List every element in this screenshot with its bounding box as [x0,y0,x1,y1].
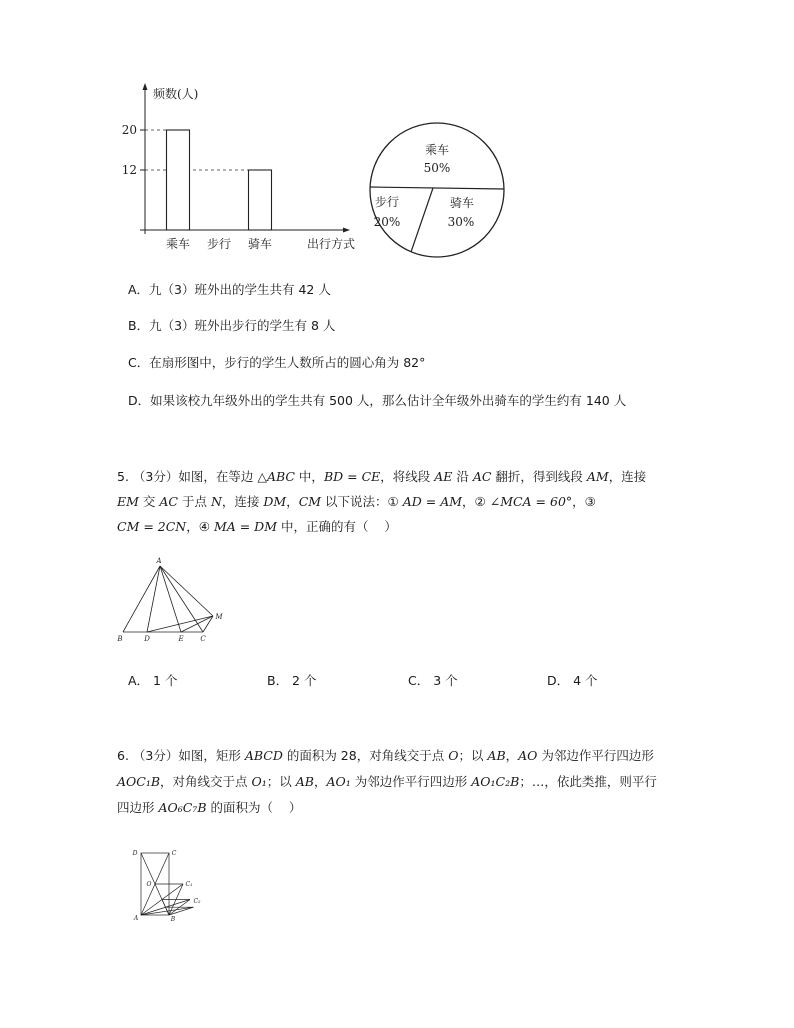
q5-option-c: C． 3 个 [408,673,458,688]
y-ticks [122,123,145,177]
text-segment: ， [286,494,299,509]
text-segment: 以下说法：① [321,494,403,509]
segment-ad [147,566,160,632]
point-label-m: M [215,613,223,621]
text-segment: 中， [294,469,324,484]
point-label-c1: C₁ [185,881,193,888]
q4-option-d: D．如果该校九年级外出的学生共有 500 人，那么估计全年级外出骑车的学生约有 140 人 [128,393,627,408]
text-segment: 的面积为（ ） [206,800,302,815]
math-expression: EM [117,494,139,509]
bar [249,170,272,230]
x-category-label: 步行 [206,237,232,251]
math-expression: BD = CE [323,469,381,484]
math-expression: AO [518,748,538,763]
q5-line-2 [117,493,596,511]
bar-guide-lines [145,130,249,170]
math-expression: O₁ [251,774,267,789]
math-expression: AM [586,469,609,484]
math-expression: AB [487,748,506,763]
text-segment: ，对角线交于点 [160,774,252,789]
text-segment: ，将线段 [380,469,435,484]
q6-line-1 [117,747,654,765]
q5-line-1 [117,468,646,486]
pie-divider-horizontal [370,187,504,189]
q6-line-3 [117,799,301,817]
text-segment: 沿 [452,469,473,484]
text-segment: 于点 [177,494,211,509]
bar [167,130,190,230]
math-expression: N [210,494,222,509]
q5-option-d: D． 4 个 [547,673,598,688]
text-segment: ，④ [186,519,214,534]
math-expression: O [448,748,459,763]
q5-line-3 [117,518,397,536]
text-segment: ， [314,774,327,789]
text-segment: 翻折，得到线段 [491,469,587,484]
text-segment: ，③ [572,494,596,509]
q4-option-a: A．九（3）班外出的学生共有 42 人 [128,282,331,297]
bar-series [167,130,272,230]
point-label-c: C [200,635,206,643]
pie-slice-value-walk: 20% [373,215,401,229]
math-expression: AO₁ [326,774,351,789]
x-axis-label: 出行方式 [306,237,356,251]
point-label-b: B [170,916,176,923]
text-segment: ；以 [266,774,296,789]
q4-option-b: B．九（3）班外出步行的学生有 8 人 [128,318,336,333]
math-expression: AB [295,774,314,789]
math-expression: AO₆C₇B [158,800,207,815]
text-segment: 四边形 [117,800,159,815]
segment-c3-b [169,907,194,915]
point-label-b: B [117,635,123,643]
math-expression: ∠MCA = 60° [489,494,573,509]
math-expression: AC [472,469,492,484]
q6-line-2 [117,773,657,791]
pie-slice-label-ride: 乘车 [424,143,450,157]
text-segment: 6. （3分）如图，矩形 [117,748,245,763]
math-expression: AOC₁B [117,774,161,789]
y-axis-arrow-icon [143,83,148,90]
q5-option-a: A． 1 个 [128,673,178,688]
point-label-a: A [133,915,139,922]
math-expression: AE [434,469,453,484]
math-expression: DM [263,494,287,509]
math-expression: △ABC [257,469,295,484]
segment-ac [160,566,203,632]
y-axis-label: 频数(人) [153,87,199,101]
pie-slice-label-bike: 骑车 [449,196,475,210]
text-segment: 中，正确的有（ ） [277,519,397,534]
math-expression: CM [298,494,322,509]
text-segment: 为邻边作平行四边形 [350,774,472,789]
math-expression: MA = DM [213,519,278,534]
text-segment: 为邻边作平行四边形 [537,748,654,763]
math-expression: AO₁C₂B [471,774,520,789]
q5-triangle-figure [115,555,230,650]
pie-slice-value-ride: 50% [423,161,451,175]
text-segment: ，② [462,494,490,509]
point-label-e: E [178,635,184,643]
x-category-labels [166,236,272,251]
pie-slice-value-bike: 30% [447,215,475,229]
point-label-a: A [156,557,162,565]
text-segment: 交 [138,494,160,509]
pie-chart [365,118,510,263]
math-expression: AC [159,494,178,509]
segment-ab [123,566,160,632]
math-expression: CM = 2CN [117,519,187,534]
math-expression: ABCD [244,748,283,763]
q4-option-c: C．在扇形图中，步行的学生人数所占的圆心角为 82° [128,355,426,370]
x-category-label: 骑车 [247,237,273,251]
point-label-d: D [132,850,138,857]
pie-divider-lower [411,188,433,252]
q6-rectangle-figure [128,845,213,925]
point-label-c2: C₂ [193,898,201,905]
point-label-d: D [144,635,150,643]
y-tick-label: 20 [121,123,137,137]
x-axis-arrow-icon [343,228,350,233]
text-segment: 的面积为 28，对角线交于点 [282,748,449,763]
text-segment: ；…，依此类推，则平行 [519,774,657,789]
diagonal-a-c3 [141,907,194,915]
y-tick-label: 12 [121,163,137,177]
point-label-o: O [146,881,152,888]
math-expression: AD = AM [402,494,463,509]
text-segment: ，连接 [608,469,647,484]
pie-slice-label-walk: 步行 [374,195,400,209]
bar-chart [118,78,368,258]
point-label-c: C [171,850,177,857]
text-segment: ；以 [458,748,488,763]
text-segment: ，连接 [221,494,264,509]
text-segment: ， [505,748,519,763]
text-segment: 5. （3分）如图，在等边 [117,469,258,484]
x-category-label: 乘车 [165,237,191,251]
q5-option-b: B． 2 个 [267,673,317,688]
